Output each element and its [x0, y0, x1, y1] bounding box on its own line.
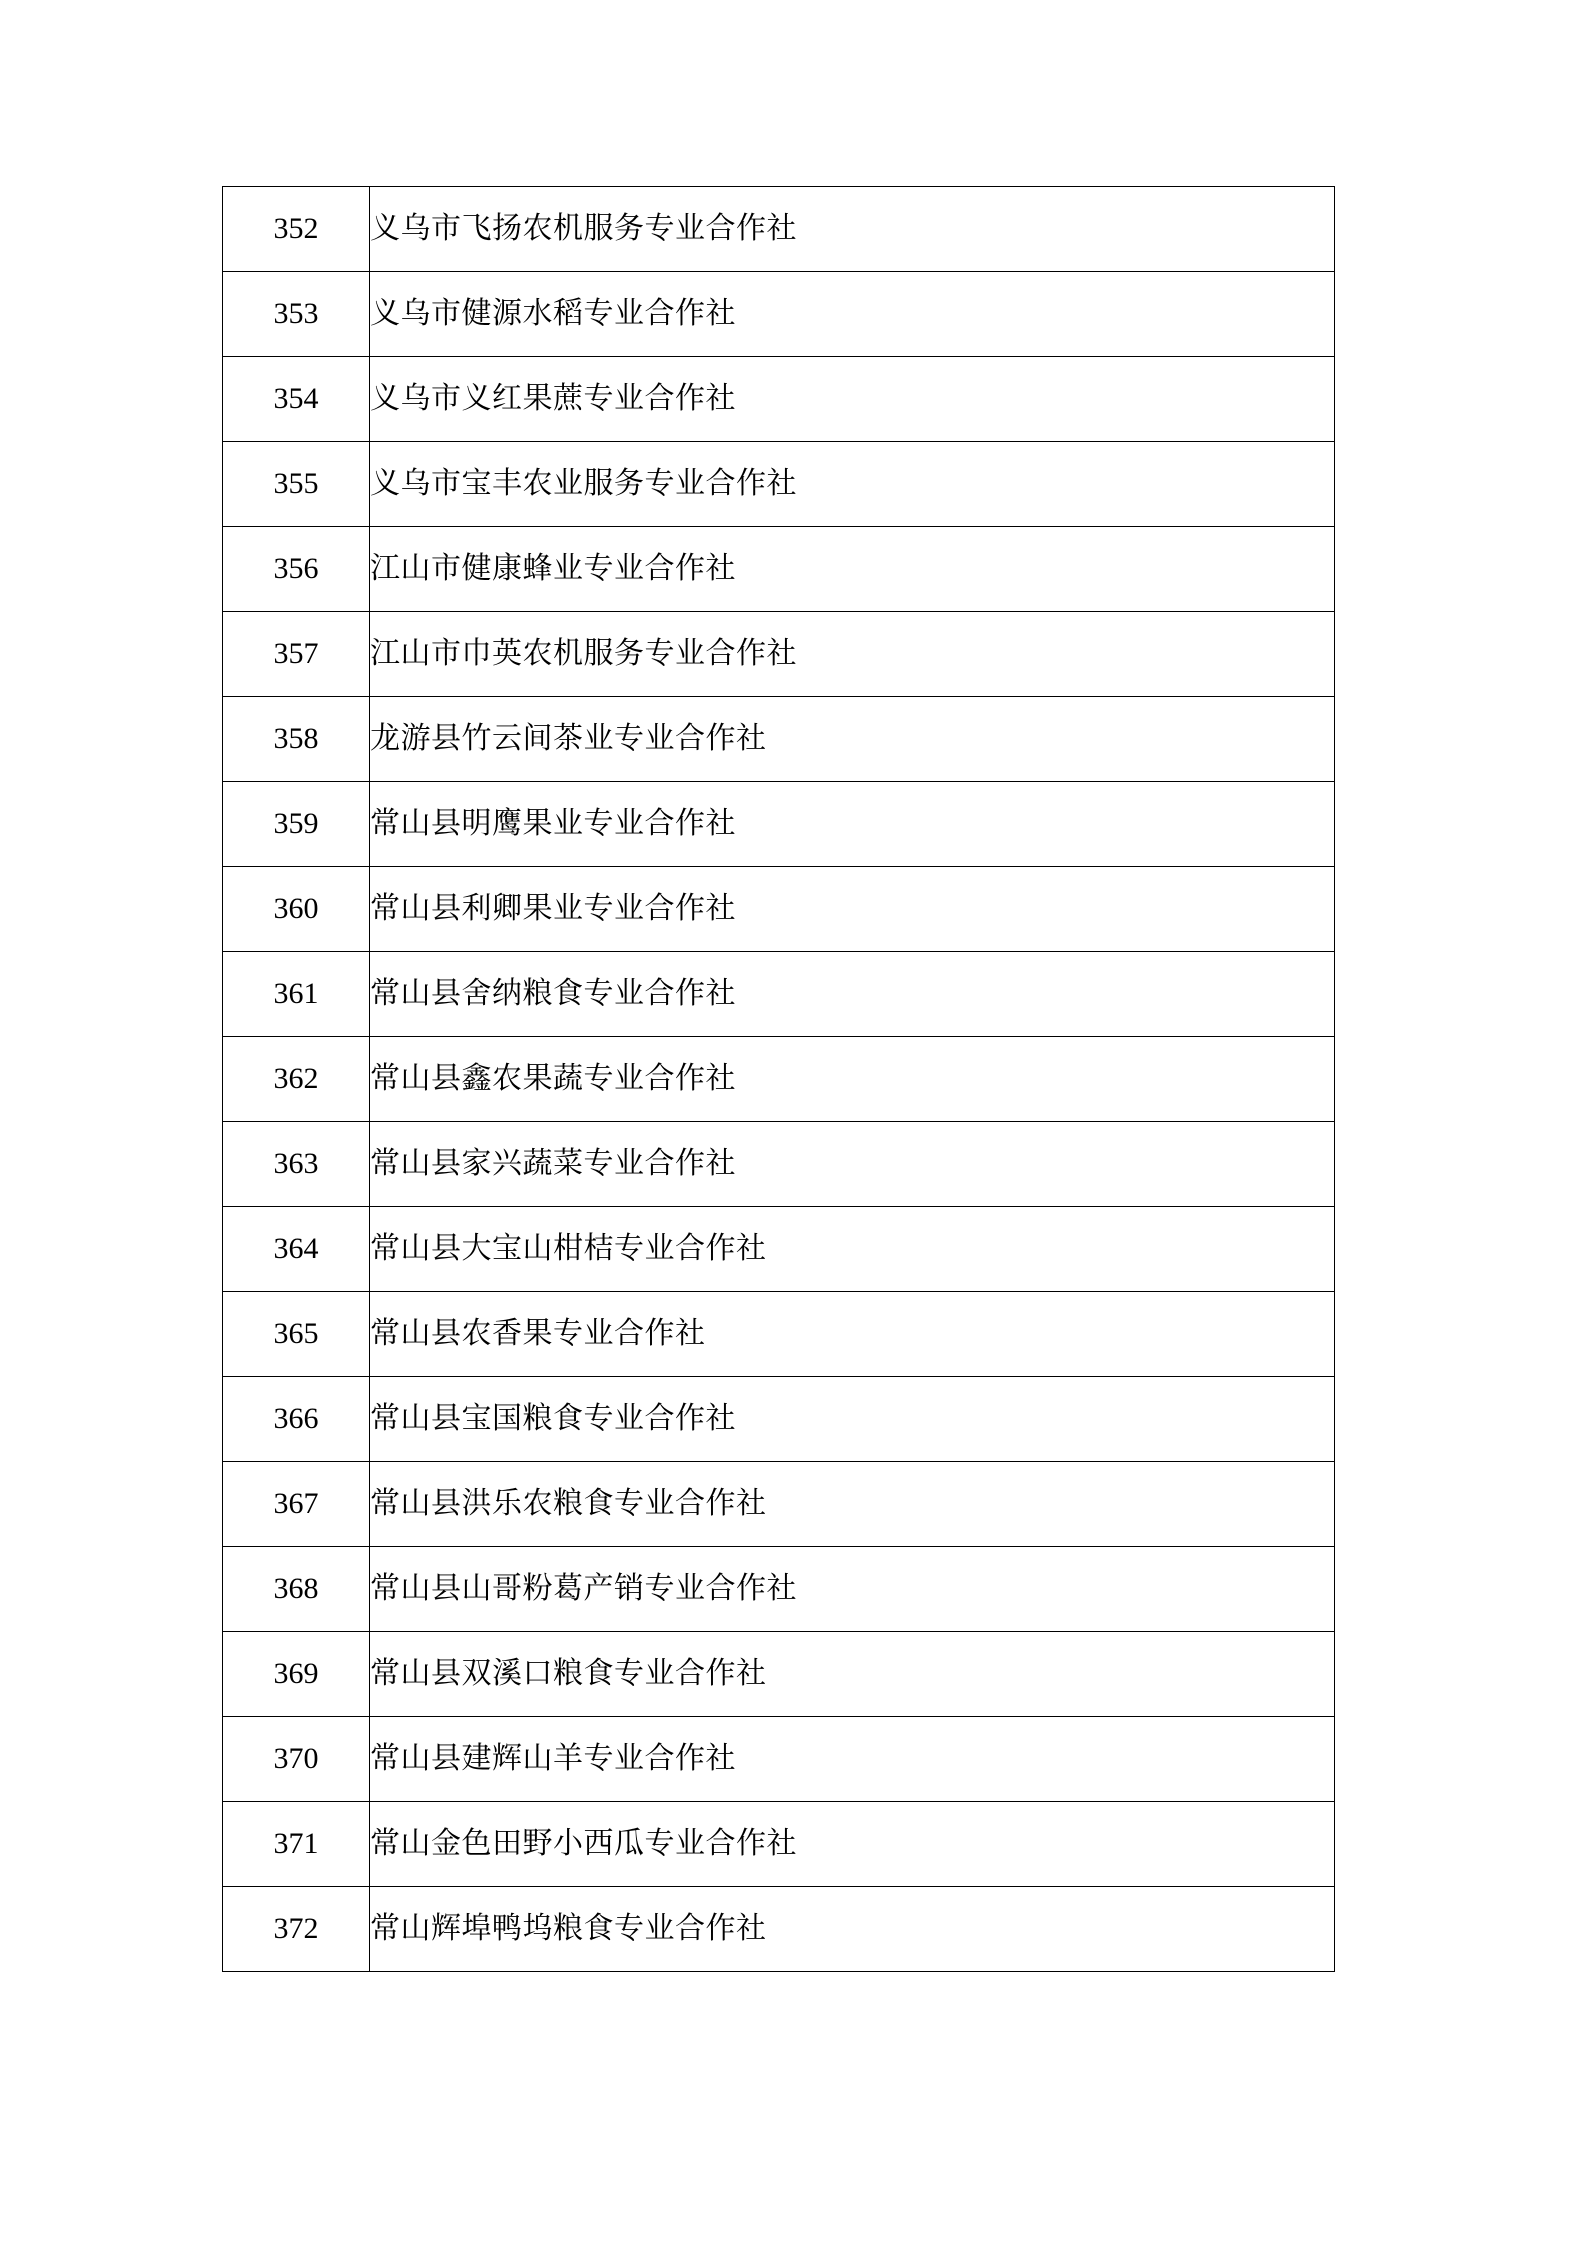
- row-number-cell: 354: [223, 357, 370, 442]
- row-number-cell: 365: [223, 1292, 370, 1377]
- table-row: [223, 1292, 1335, 1377]
- cooperative-name-cell: 常山县舍纳粮食专业合作社: [370, 952, 1335, 1037]
- table-row: [223, 1377, 1335, 1462]
- table-row: [223, 1547, 1335, 1632]
- table-row: [223, 1632, 1335, 1717]
- cooperative-name-cell: 常山县双溪口粮食专业合作社: [370, 1632, 1335, 1717]
- row-number-cell: 361: [223, 952, 370, 1037]
- cooperative-name-cell: 江山市巾英农机服务专业合作社: [370, 612, 1335, 697]
- table-row: [223, 697, 1335, 782]
- cooperative-name-cell: 常山县山哥粉葛产销专业合作社: [370, 1547, 1335, 1632]
- row-number-cell: 366: [223, 1377, 370, 1462]
- cooperative-name-cell: 常山县鑫农果蔬专业合作社: [370, 1037, 1335, 1122]
- cooperative-name-cell: 龙游县竹云间茶业专业合作社: [370, 697, 1335, 782]
- table-row: [223, 1122, 1335, 1207]
- cooperative-name-cell: 常山县建辉山羊专业合作社: [370, 1717, 1335, 1802]
- table-row: [223, 1207, 1335, 1292]
- row-number-cell: 364: [223, 1207, 370, 1292]
- cooperative-name-cell: 常山县利卿果业专业合作社: [370, 867, 1335, 952]
- row-number-cell: 355: [223, 442, 370, 527]
- row-number-cell: 367: [223, 1462, 370, 1547]
- row-number-cell: 357: [223, 612, 370, 697]
- cooperative-name-cell: 常山县大宝山柑桔专业合作社: [370, 1207, 1335, 1292]
- table-row: [223, 442, 1335, 527]
- table-row: [223, 1717, 1335, 1802]
- table-row: [223, 357, 1335, 442]
- table-row: [223, 612, 1335, 697]
- table-row: [223, 527, 1335, 612]
- cooperative-name-cell: 常山辉埠鸭坞粮食专业合作社: [370, 1887, 1335, 1972]
- cooperative-name-cell: 义乌市健源水稻专业合作社: [370, 272, 1335, 357]
- row-number-cell: 360: [223, 867, 370, 952]
- cooperative-name-cell: 义乌市宝丰农业服务专业合作社: [370, 442, 1335, 527]
- row-number-cell: 362: [223, 1037, 370, 1122]
- cooperative-name-cell: 常山县宝国粮食专业合作社: [370, 1377, 1335, 1462]
- row-number-cell: 352: [223, 187, 370, 272]
- row-number-cell: 363: [223, 1122, 370, 1207]
- row-number-cell: 371: [223, 1802, 370, 1887]
- row-number-cell: 369: [223, 1632, 370, 1717]
- row-number-cell: 353: [223, 272, 370, 357]
- cooperative-name-cell: 江山市健康蜂业专业合作社: [370, 527, 1335, 612]
- table-row: [223, 867, 1335, 952]
- row-number-cell: 372: [223, 1887, 370, 1972]
- cooperative-name-cell: 常山县明鹰果业专业合作社: [370, 782, 1335, 867]
- table-body: [223, 187, 1335, 1972]
- cooperative-name-cell: 常山县家兴蔬菜专业合作社: [370, 1122, 1335, 1207]
- cooperative-name-cell: 常山县农香果专业合作社: [370, 1292, 1335, 1377]
- row-number-cell: 356: [223, 527, 370, 612]
- row-number-cell: 370: [223, 1717, 370, 1802]
- table-row: [223, 187, 1335, 272]
- table-row: [223, 1462, 1335, 1547]
- table-row: [223, 782, 1335, 867]
- row-number-cell: 368: [223, 1547, 370, 1632]
- cooperative-list-table-wrap: [222, 186, 1332, 1972]
- table-row: [223, 1887, 1335, 1972]
- cooperative-list-table: [222, 186, 1335, 1972]
- table-row: [223, 1037, 1335, 1122]
- table-row: [223, 952, 1335, 1037]
- row-number-cell: 359: [223, 782, 370, 867]
- table-row: [223, 272, 1335, 357]
- table-row: [223, 1802, 1335, 1887]
- cooperative-name-cell: 义乌市义红果蔗专业合作社: [370, 357, 1335, 442]
- cooperative-name-cell: 义乌市飞扬农机服务专业合作社: [370, 187, 1335, 272]
- cooperative-name-cell: 常山金色田野小西瓜专业合作社: [370, 1802, 1335, 1887]
- row-number-cell: 358: [223, 697, 370, 782]
- cooperative-name-cell: 常山县洪乐农粮食专业合作社: [370, 1462, 1335, 1547]
